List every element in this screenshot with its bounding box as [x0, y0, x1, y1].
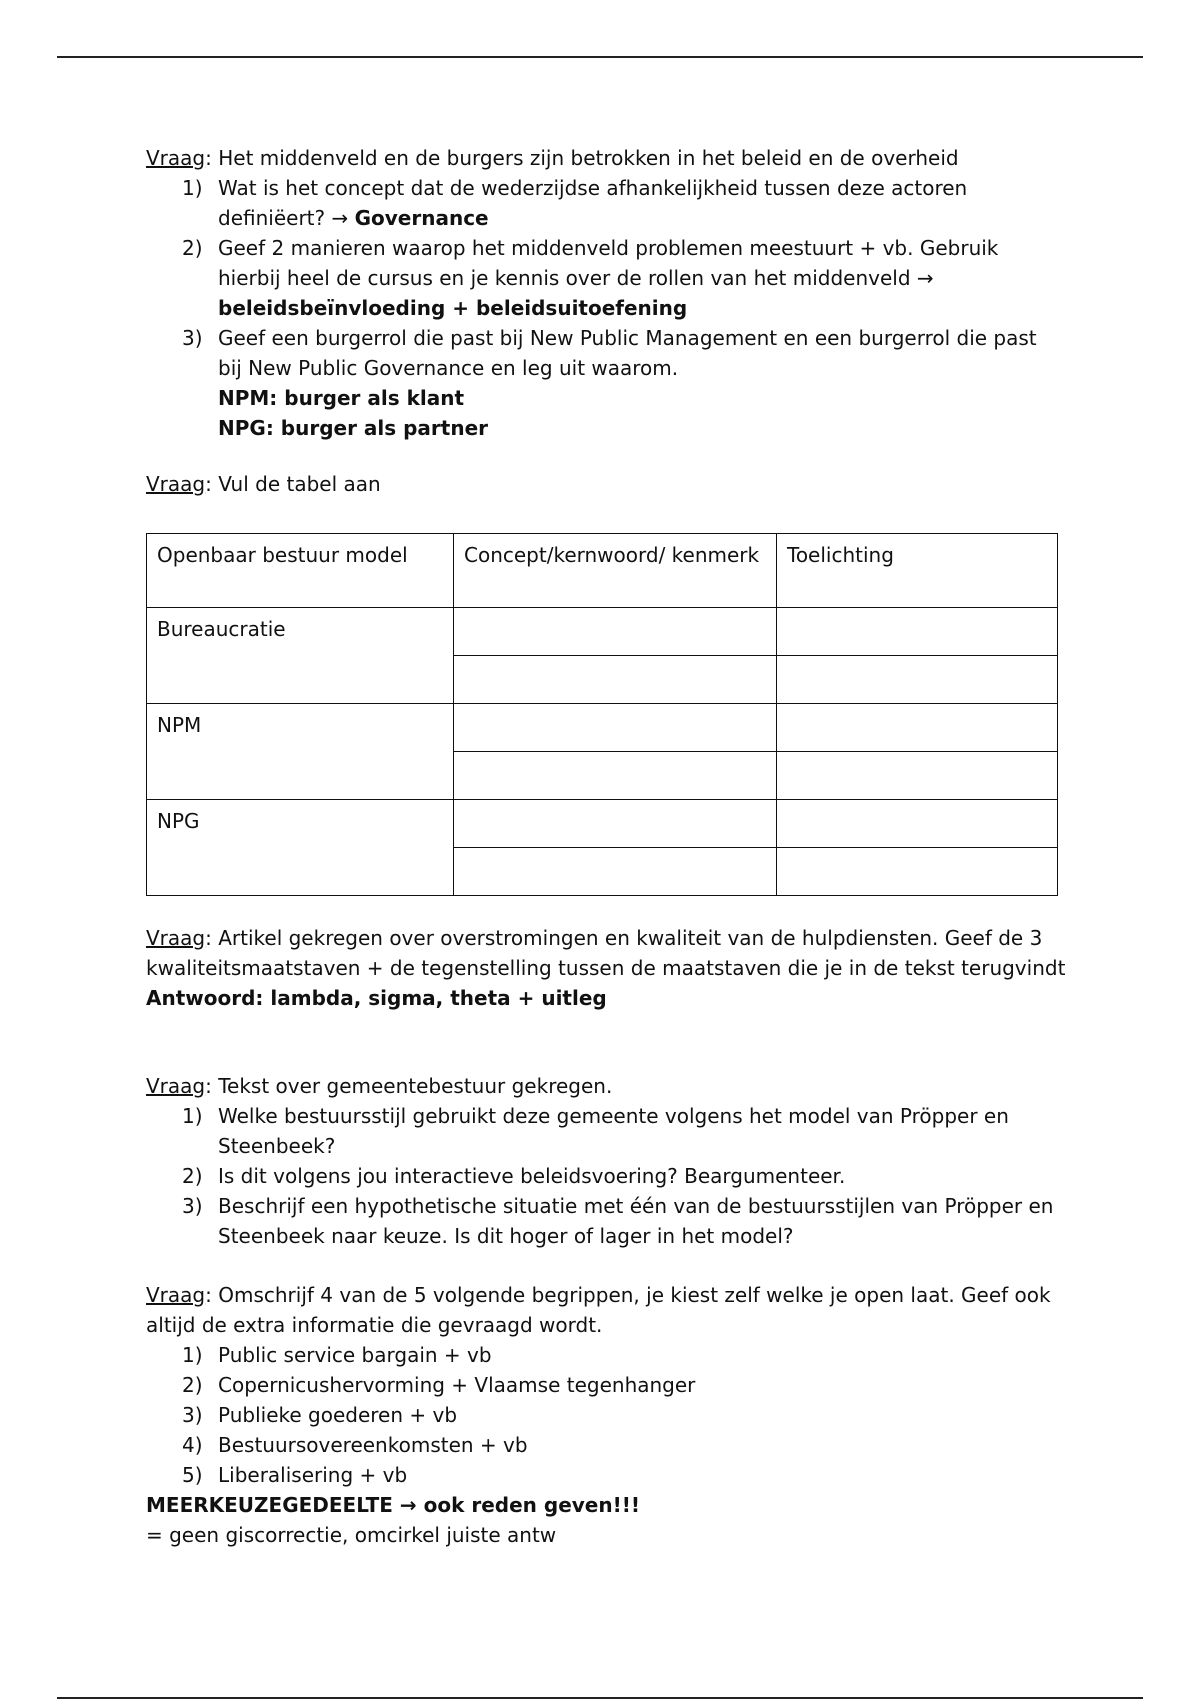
table-cell-empty[interactable] — [454, 656, 777, 704]
table-cell-empty[interactable] — [777, 848, 1058, 896]
item-text: Wat is het concept dat de wederzijdse afhankelijkheid tussen deze actoren definiëert? → — [218, 176, 968, 230]
list-item — [146, 233, 1066, 323]
question-label: Vraag — [146, 926, 206, 950]
question-5 — [146, 1280, 1066, 1550]
item-number: 2) — [182, 1373, 203, 1397]
model-table — [146, 533, 1058, 896]
table-cell-model: NPG — [147, 800, 454, 896]
question-text: : Het middenveld en de burgers zijn betrokken in het beleid en de overheid — [205, 146, 959, 170]
item-text: Liberalisering + vb — [218, 1463, 408, 1487]
table-cell-empty[interactable] — [777, 608, 1058, 656]
item-text: Is dit volgens jou interactieve beleidsvoering? Beargumenteer. — [218, 1164, 846, 1188]
item-number: 5) — [182, 1463, 203, 1487]
table-header: Toelichting — [777, 534, 1058, 608]
question-label: Vraag — [146, 1283, 206, 1307]
table-cell-empty[interactable] — [454, 800, 777, 848]
item-number: 1) — [182, 176, 203, 200]
table-cell-empty[interactable] — [454, 608, 777, 656]
table-cell-model: Bureaucratie — [147, 608, 454, 704]
mc-note: = geen giscorrectie, omcirkel juiste antw — [146, 1523, 557, 1547]
table-cell-empty[interactable] — [777, 800, 1058, 848]
table-cell-empty[interactable] — [454, 704, 777, 752]
table-header: Openbaar bestuur model — [147, 534, 454, 608]
footer-rule — [57, 1697, 1143, 1699]
item-answer: beleidsbeïnvloeding + beleidsuitoefening — [218, 296, 688, 320]
item-text: Public service bargain + vb — [218, 1343, 492, 1367]
question-label: Vraag — [146, 1074, 206, 1098]
item-number: 4) — [182, 1433, 203, 1457]
item-answer: NPM: burger als klant — [218, 386, 465, 410]
item-text: Bestuursovereenkomsten + vb — [218, 1433, 528, 1457]
question-4 — [146, 1071, 1066, 1251]
header-rule — [57, 56, 1143, 58]
table-cell-empty[interactable] — [777, 704, 1058, 752]
item-answer: Governance — [354, 206, 489, 230]
item-number: 1) — [182, 1343, 203, 1367]
item-number: 2) — [182, 236, 203, 260]
list-item — [146, 1191, 1066, 1251]
question-label: Vraag — [146, 472, 206, 496]
item-text: Copernicushervorming + Vlaamse tegenhanger — [218, 1373, 696, 1397]
table-cell-empty[interactable] — [777, 752, 1058, 800]
item-text: Welke bestuursstijl gebruikt deze gemeente volgens het model van Pröpper en Steenbeek? — [218, 1104, 1009, 1158]
item-text: Publieke goederen + vb — [218, 1403, 458, 1427]
list-item — [146, 1460, 1066, 1490]
question-text: : Vul de tabel aan — [205, 472, 381, 496]
answer-label: Antwoord — [146, 986, 256, 1010]
list-item — [146, 323, 1066, 443]
table-cell-empty[interactable] — [454, 752, 777, 800]
item-number: 1) — [182, 1104, 203, 1128]
answer-text: : lambda, sigma, theta + uitleg — [255, 986, 607, 1010]
table-row — [147, 800, 1058, 848]
item-text: Geef 2 manieren waarop het middenveld problemen meestuurt + vb. Gebruik hierbij heel de cursus en je kennis over de rollen van het middenveld → — [218, 236, 999, 290]
question-label: Vraag — [146, 146, 206, 170]
item-number: 3) — [182, 1194, 203, 1218]
list-item — [146, 1370, 1066, 1400]
item-text: Geef een burgerrol die past bij New Public Management en een burgerrol die past bij New Public Governance en leg uit waarom. — [218, 326, 1037, 380]
table-cell-empty[interactable] — [777, 656, 1058, 704]
question-text: : Omschrijf 4 van de 5 volgende begrippen, je kiest zelf welke je open laat. Geef ook altijd de extra informatie die gevraagd wordt. — [146, 1283, 1051, 1337]
item-answer: NPG: burger als partner — [218, 416, 489, 440]
table-header: Concept/kernwoord/ kenmerk — [454, 534, 777, 608]
question-text: : Artikel gekregen over overstromingen en kwaliteit van de hulpdiensten. Geef de 3 kwaliteitsmaatstaven + de tegenstelling tussen de maatstaven die je in de tekst terugvindt — [146, 926, 1066, 980]
question-3 — [146, 923, 1066, 1013]
question-text: : Tekst over gemeentebestuur gekregen. — [205, 1074, 613, 1098]
mc-heading: MEERKEUZEGEDEELTE → ook reden geven!!! — [146, 1493, 640, 1517]
question-1 — [146, 143, 1066, 443]
table-header-row — [147, 534, 1058, 608]
table-row — [147, 608, 1058, 656]
item-text: Beschrijf een hypothetische situatie met één van de bestuursstijlen van Pröpper en Steenbeek naar keuze. Is dit hoger of lager in het model? — [218, 1194, 1054, 1248]
question-2 — [146, 469, 1066, 499]
list-item — [146, 1161, 1066, 1191]
table-cell-model: NPM — [147, 704, 454, 800]
list-item — [146, 1101, 1066, 1161]
item-number: 2) — [182, 1164, 203, 1188]
list-item — [146, 1340, 1066, 1370]
item-number: 3) — [182, 326, 203, 350]
list-item — [146, 1430, 1066, 1460]
list-item — [146, 173, 1066, 233]
list-item — [146, 1400, 1066, 1430]
item-number: 3) — [182, 1403, 203, 1427]
table-cell-empty[interactable] — [454, 848, 777, 896]
table-row — [147, 704, 1058, 752]
